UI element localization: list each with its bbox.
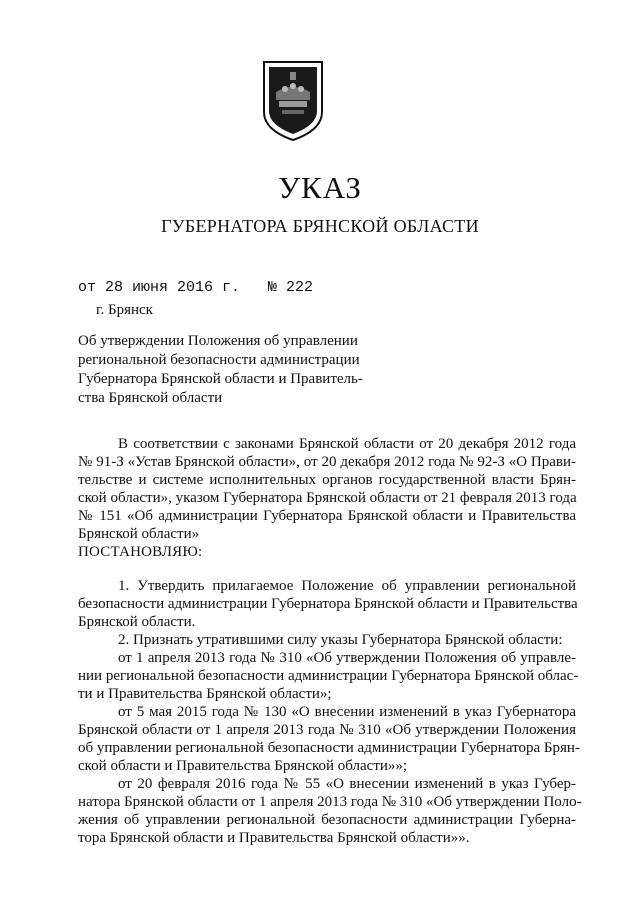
preamble-line: ской области», указом Губернатора Брянской области от 21 февраля 2013 года — [78, 490, 577, 506]
coat-of-arms-icon — [262, 60, 324, 142]
document-city: г. Брянск — [96, 302, 153, 318]
about-line: Об утверждении Положения об управлении — [78, 333, 358, 349]
item-line: Брянской области. — [78, 614, 196, 630]
document-date: от 28 июня 2016 г. — [78, 279, 241, 296]
preamble-line: № 91-З «Устав Брянской области», от 20 декабря 2012 года № 92-З «О Прави- — [78, 454, 576, 470]
item-line: тора Брянской области и Правительства Брянской области»». — [78, 830, 470, 846]
document-number: № 222 — [268, 279, 314, 296]
item-line: натора Брянской области от 1 апреля 2013 года № 310 «Об утверждении Поло- — [78, 794, 582, 810]
item-line: Брянской области от 1 апреля 2013 года № 310 «Об утверждении Положения — [78, 722, 576, 738]
about-line: Губернатора Брянской области и Правитель- — [78, 371, 363, 387]
item-line: от 5 мая 2015 года № 130 «О внесении изменений в указ Губернатора — [118, 704, 576, 720]
item-line: 2. Признать утратившими силу указы Губернатора Брянской области: — [118, 632, 563, 648]
preamble-line: № 151 «Об администрации Губернатора Брянской области и Правительства — [78, 508, 576, 524]
preamble-line: В соответствии с законами Брянской области от 20 декабря 2012 года — [118, 436, 576, 452]
item-line: безопасности администрации Губернатора Брянской области и Правительства — [78, 596, 578, 612]
item-line: нии региональной безопасности администрации Губернатора Брянской облас- — [78, 668, 579, 684]
item-line: 1. Утвердить прилагаемое Положение об управлении региональной — [118, 578, 576, 594]
item-line: ти и Правительства Брянской области»; — [78, 686, 332, 702]
item-line: ской области и Правительства Брянской области»»; — [78, 758, 408, 774]
item-line: жения об управлении региональной безопасности администрации Губерна- — [78, 812, 576, 828]
item-line: об управлении региональной безопасности администрации Губернатора Брян- — [78, 740, 580, 756]
document-subtitle: ГУБЕРНАТОРА БРЯНСКОЙ ОБЛАСТИ — [161, 216, 479, 236]
coat-of-arms-emblem — [262, 60, 324, 142]
decree-word: ПОСТАНОВЛЯЮ: — [78, 544, 203, 560]
preamble-line: Брянской области» — [78, 526, 200, 542]
about-line: региональной безопасности администрации — [78, 352, 360, 368]
preamble-line: тельстве и системе исполнительных органов государственной власти Брян- — [78, 472, 576, 488]
document-items — [78, 577, 582, 847]
about-line: ства Брянской области — [78, 390, 223, 406]
item-line: от 1 апреля 2013 года № 310 «Об утверждении Положения об управле- — [118, 650, 576, 666]
document-title: УКАЗ — [278, 170, 362, 205]
document-preamble — [78, 435, 576, 543]
item-line: от 20 февраля 2016 года № 55 «О внесении изменений в указ Губер- — [118, 776, 576, 792]
document-about — [78, 332, 378, 408]
